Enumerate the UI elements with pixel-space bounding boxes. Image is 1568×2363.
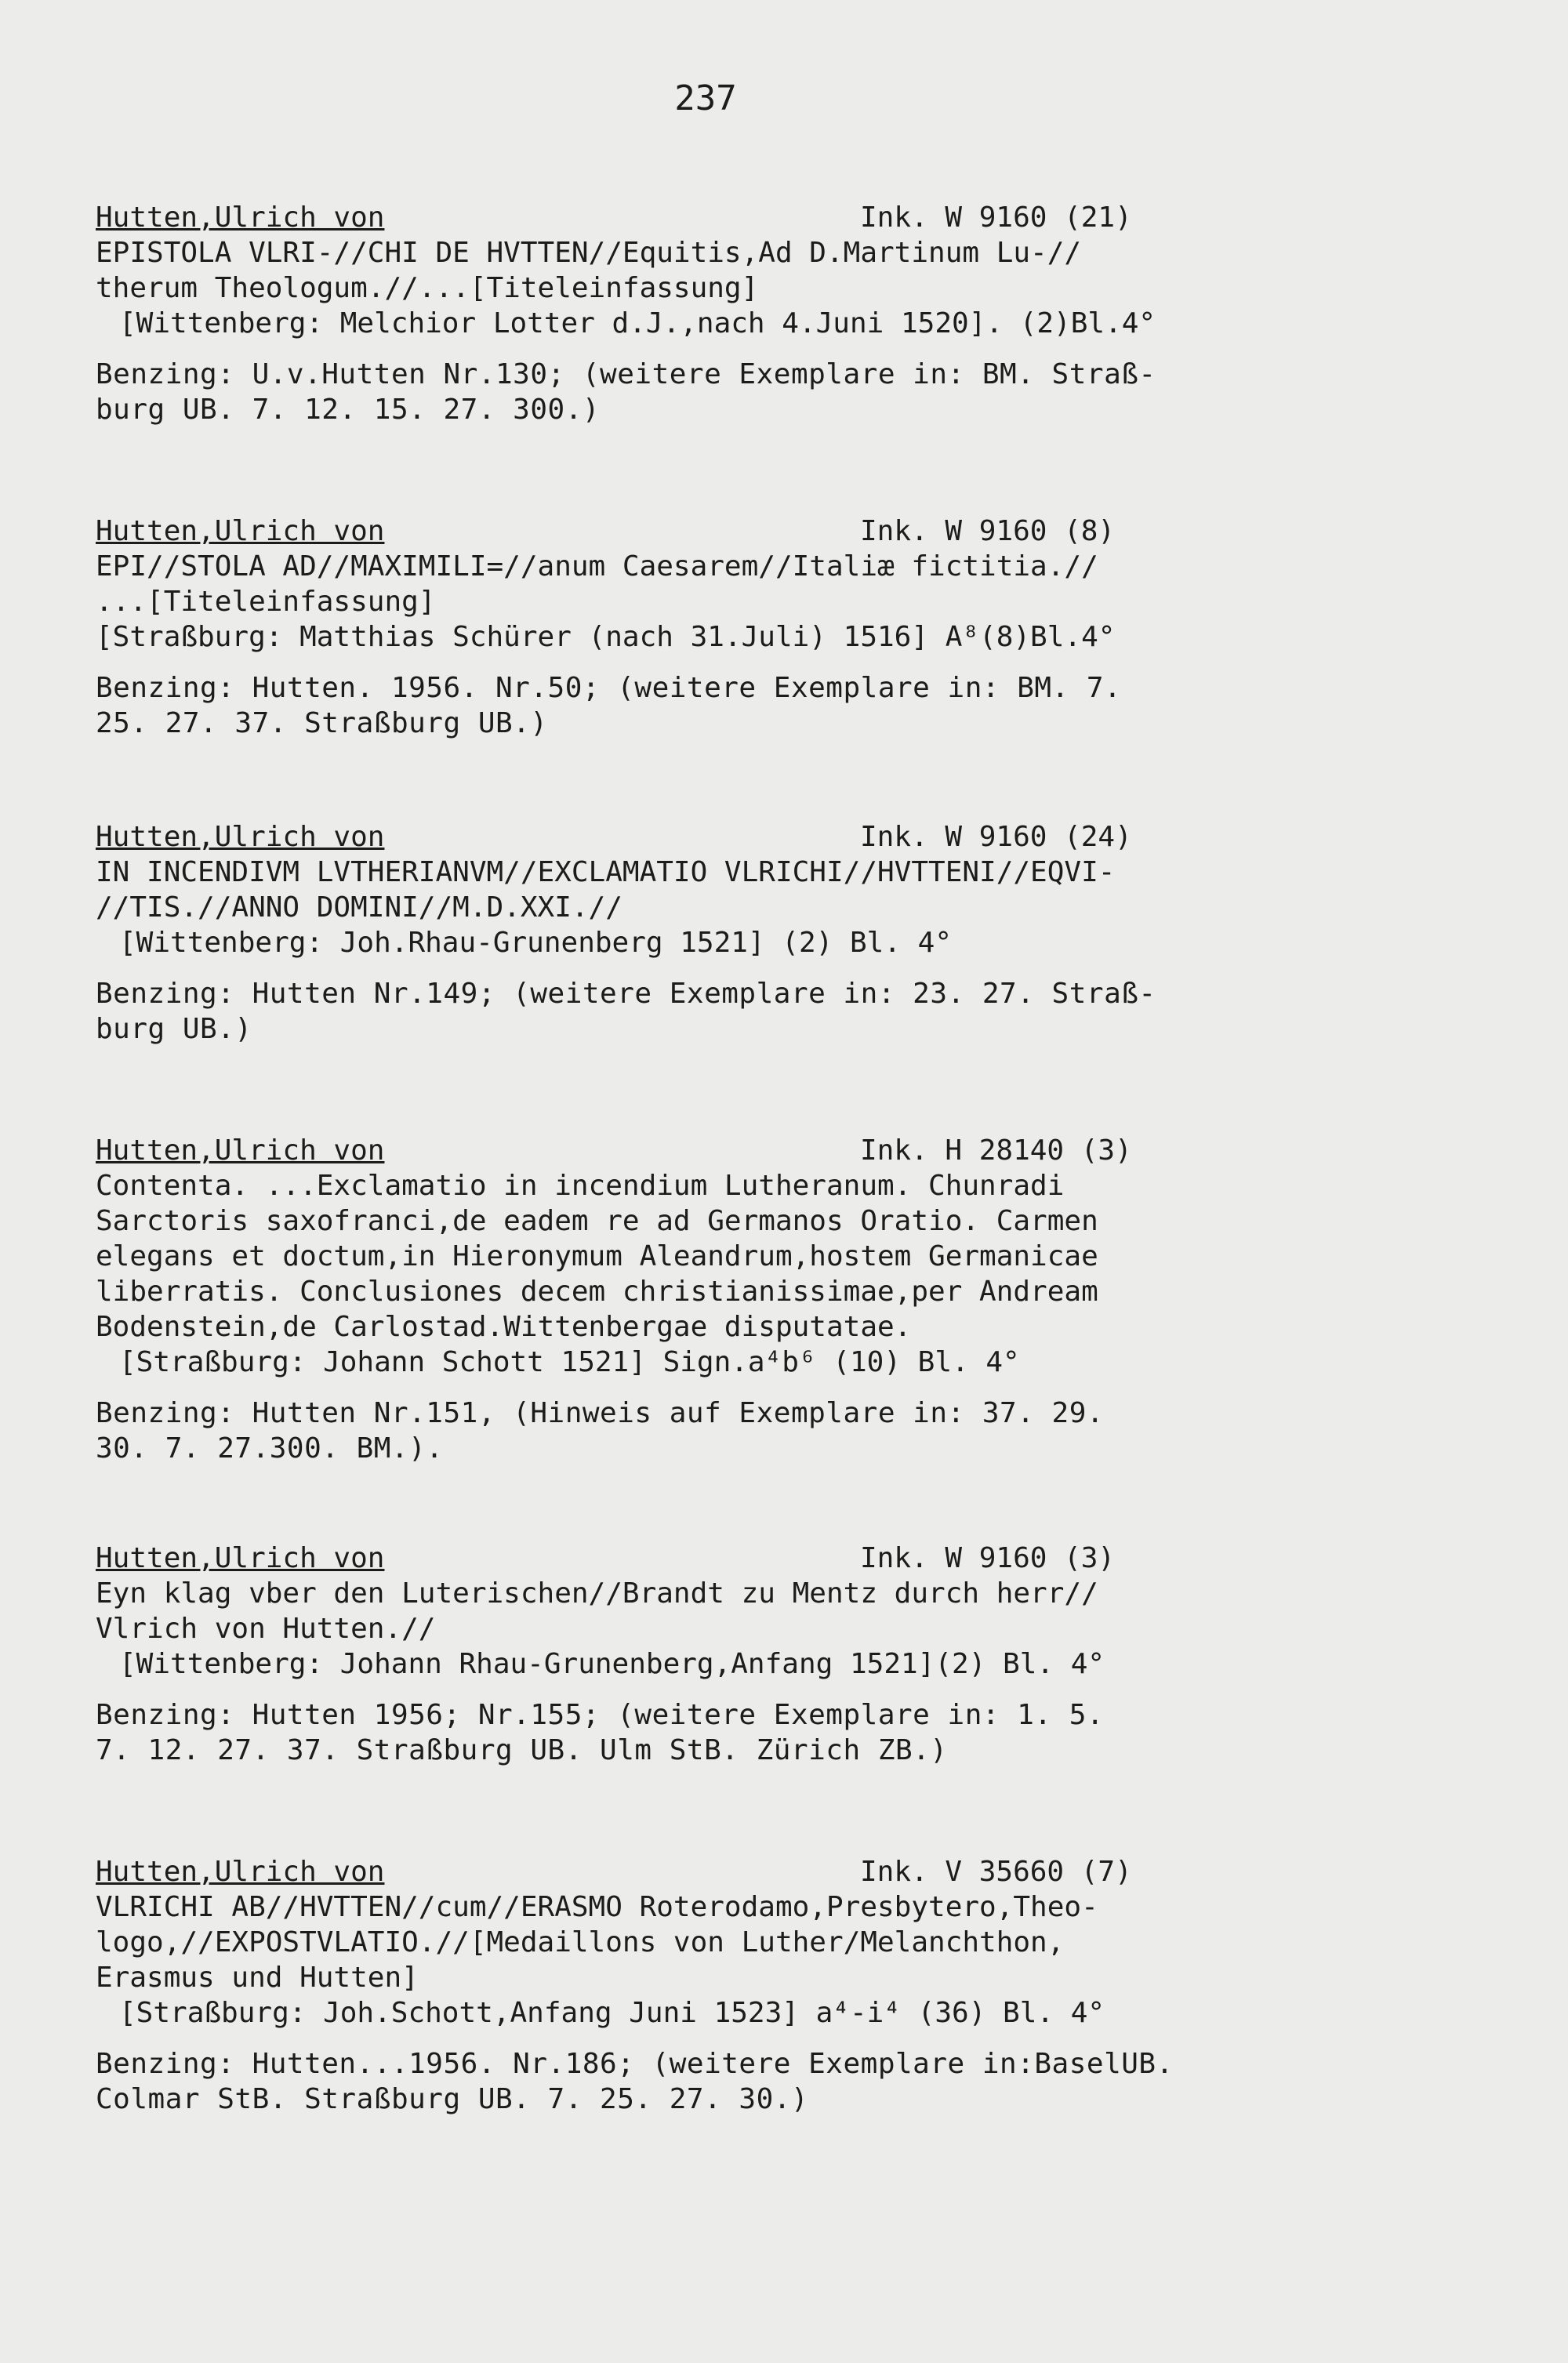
entry-author: Hutten,Ulrich von [96, 1134, 385, 1167]
entry-ink-number: Ink. W 9160 (3) [860, 1542, 1116, 1574]
entry-title-line: logo,//EXPOSTVLATIO.//[Medaillons von Luther/Melanchthon, [96, 1926, 1065, 1958]
entry-title-line: Bodenstein,de Carlostad.Wittenbergae disputatae. [96, 1311, 912, 1343]
entry-benzing-line: Benzing: Hutten Nr.151, (Hinweis auf Exemplare in: 37. 29. [96, 1397, 1105, 1429]
entry-title-line: Vlrich von Hutten.// [96, 1613, 436, 1645]
entry-benzing [96, 670, 1319, 741]
entry-author: Hutten,Ulrich von [96, 201, 385, 234]
entry-ink-number: Ink. W 9160 (8) [860, 515, 1116, 547]
entry-benzing-line: Benzing: Hutten. 1956. Nr.50; (weitere Exemplare in: BM. 7. [96, 672, 1122, 704]
entry-title-line: elegans et doctum,in Hieronymum Aleandrum,hostem Germanicae [96, 1240, 1098, 1272]
catalog-entry [96, 1854, 1319, 2117]
entry-benzing [96, 1396, 1319, 1466]
entry-imprint: [Wittenberg: Joh.Rhau-Grunenberg 1521] (2) Bl. 4° [119, 927, 953, 959]
entry-title-line: EPISTOLA VLRI-//CHI DE HVTTEN//Equitis,Ad D.Martinum Lu-// [96, 237, 1082, 269]
entry-benzing [96, 976, 1319, 1047]
entry-benzing-line: 30. 7. 27.300. BM.). [96, 1432, 444, 1465]
entry-title-line: Eyn klag vber den Luterischen//Brandt zu Mentz durch herr// [96, 1577, 1098, 1610]
entry-heading [96, 1133, 1319, 1168]
entry-heading [96, 1541, 1319, 1576]
entry-imprint: [Straßburg: Matthias Schürer (nach 31.Juli) 1516] A⁸(8)Bl.4° [96, 621, 1116, 653]
entry-imprint: [Wittenberg: Melchior Lotter d.J.,nach 4.Juni 1520]. (2)Bl.4° [119, 307, 1156, 339]
entry-ink-number: Ink. W 9160 (24) [860, 821, 1132, 853]
entry-benzing-line: Benzing: Hutten Nr.149; (weitere Exemplare in: 23. 27. Straß- [96, 978, 1156, 1010]
entry-title-line: EPI//STOLA AD//MAXIMILI=//anum Caesarem//Italiæ fictitia.// [96, 550, 1098, 583]
entry-ink-number: Ink. W 9160 (21) [860, 201, 1132, 234]
entry-title-line: Sarctoris saxofranci,de eadem re ad Germanos Oratio. Carmen [96, 1205, 1098, 1237]
entry-title-line: VLRICHI AB//HVTTEN//cum//ERASMO Roterodamo,Presbytero,Theo- [96, 1891, 1098, 1923]
entry-author: Hutten,Ulrich von [96, 821, 385, 853]
entry-benzing [96, 357, 1319, 427]
catalog-entry [96, 1133, 1319, 1466]
entry-benzing [96, 1697, 1319, 1768]
entry-ink-number: Ink. V 35660 (7) [860, 1856, 1132, 1888]
catalog-entry [96, 819, 1319, 1047]
entry-benzing-line: Colmar StB. Straßburg UB. 7. 25. 27. 30.) [96, 2083, 809, 2115]
entry-benzing-line: Benzing: Hutten 1956; Nr.155; (weitere Exemplare in: 1. 5. [96, 1699, 1105, 1731]
entry-benzing [96, 2046, 1319, 2117]
entry-title-line: therum Theologum.//...[Titeleinfassung] [96, 272, 759, 304]
entry-benzing-line: 7. 12. 27. 37. Straßburg UB. Ulm StB. Zürich ZB.) [96, 1734, 948, 1766]
page-number: 237 [674, 78, 737, 118]
entry-title-line: IN INCENDIVM LVTHERIANVM//EXCLAMATIO VLRICHI//HVTTENI//EQVI- [96, 856, 1116, 888]
entry-benzing-line: Benzing: Hutten...1956. Nr.186; (weitere Exemplare in:BaselUB. [96, 2048, 1174, 2080]
entry-heading [96, 514, 1319, 549]
entry-imprint: [Wittenberg: Johann Rhau-Grunenberg,Anfang 1521](2) Bl. 4° [119, 1648, 1105, 1680]
entry-author: Hutten,Ulrich von [96, 1542, 385, 1574]
catalog-entry [96, 514, 1319, 741]
entry-benzing-line: 25. 27. 37. Straßburg UB.) [96, 707, 548, 739]
entry-author: Hutten,Ulrich von [96, 515, 385, 547]
entry-imprint: [Straßburg: Johann Schott 1521] Sign.a⁴b⁶ (10) Bl. 4° [119, 1346, 1020, 1378]
entry-imprint: [Straßburg: Joh.Schott,Anfang Juni 1523] a⁴-i⁴ (36) Bl. 4° [119, 1997, 1105, 2029]
catalog-entry [96, 200, 1319, 427]
entry-heading [96, 819, 1319, 855]
entry-title-line: //TIS.//ANNO DOMINI//M.D.XXI.// [96, 891, 622, 924]
entry-ink-number: Ink. H 28140 (3) [860, 1134, 1132, 1167]
entry-title-line: Erasmus und Hutten] [96, 1962, 419, 1994]
entry-benzing-line: burg UB. 7. 12. 15. 27. 300.) [96, 394, 601, 426]
entry-heading [96, 200, 1319, 235]
entry-author: Hutten,Ulrich von [96, 1856, 385, 1888]
entry-title-line: ...[Titeleinfassung] [96, 586, 436, 618]
entry-title-line: liberratis. Conclusiones decem christianissimae,per Andream [96, 1276, 1098, 1308]
entry-benzing-line: Benzing: U.v.Hutten Nr.130; (weitere Exemplare in: BM. Straß- [96, 358, 1156, 390]
entry-benzing-line: burg UB.) [96, 1013, 252, 1045]
entry-title-line: Contenta. ...Exclamatio in incendium Lutheranum. Chunradi [96, 1170, 1065, 1202]
catalog-entry [96, 1541, 1319, 1768]
entry-heading [96, 1854, 1319, 1889]
